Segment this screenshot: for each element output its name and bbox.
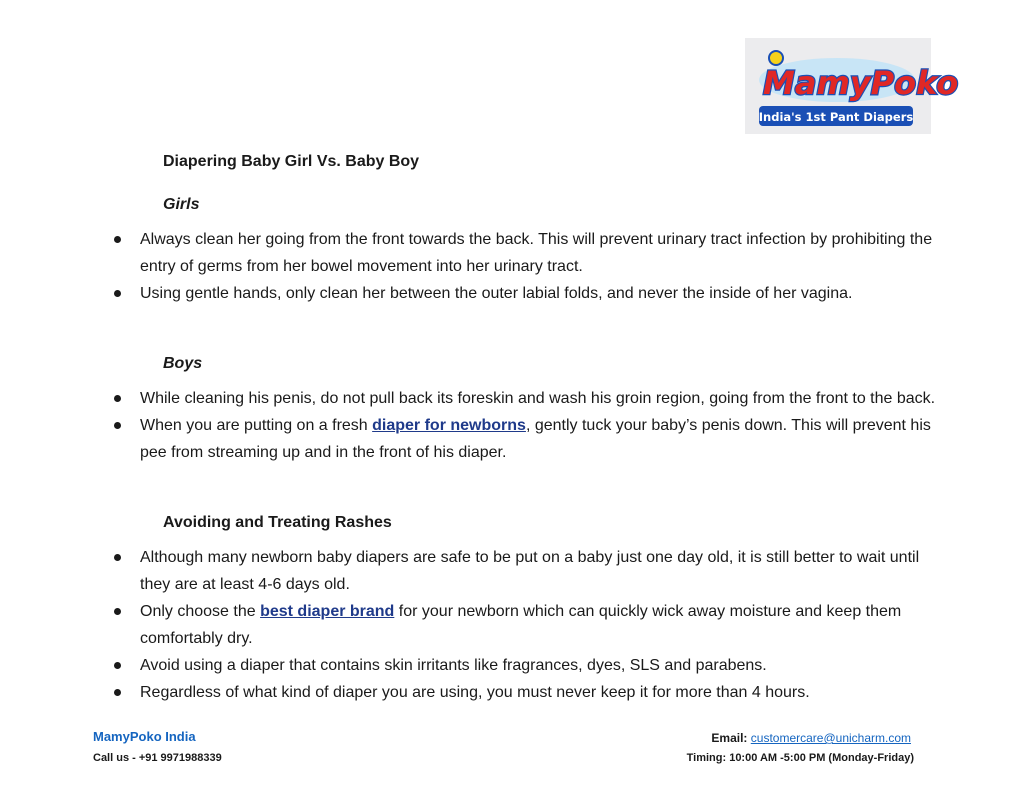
list-item xyxy=(113,679,943,706)
list-item xyxy=(113,598,943,652)
footer-email-link[interactable]: customercare@unicharm.com xyxy=(750,731,911,745)
bullet-icon xyxy=(114,662,121,669)
list-item-text-before: When you are putting on a fresh xyxy=(140,417,373,434)
list-item-text: Regardless of what kind of diaper you are using, you must never keep it for more than 4 hours. xyxy=(140,684,810,701)
logo-wordmark: MamyPoko xyxy=(763,64,959,102)
list-item-text: Avoid using a diaper that contains skin irritants like fragrances, dyes, SLS and parabens. xyxy=(140,657,767,674)
bullet-icon xyxy=(114,608,121,615)
page-title: Diapering Baby Girl Vs. Baby Boy xyxy=(163,153,420,170)
list-item xyxy=(113,652,943,679)
list-item-text: Using gentle hands, only clean her between the outer labial folds, and never the inside of her vagina. xyxy=(140,285,853,302)
rashes-list xyxy=(113,544,943,706)
section-heading-boys: Boys xyxy=(163,355,203,372)
footer-timing: Timing: 10:00 AM -5:00 PM (Monday-Friday) xyxy=(686,752,914,764)
bullet-icon xyxy=(114,554,121,561)
list-item xyxy=(113,226,943,280)
list-item-text-after: , gently tuck your baby’s penis down. This will prevent his pee from streaming up and in the front of his diaper. xyxy=(140,417,931,461)
logo-graphic xyxy=(745,38,959,134)
bullet-icon xyxy=(114,422,121,429)
best-diaper-brand-link[interactable]: best diaper brand xyxy=(260,603,395,620)
footer-email xyxy=(711,731,911,745)
bullet-icon xyxy=(114,290,121,297)
list-item xyxy=(113,412,943,466)
list-item xyxy=(113,280,943,307)
footer-brand: MamyPoko India xyxy=(93,729,196,744)
list-item-text-after: for your newborn which can quickly wick away moisture and keep them comfortably dry. xyxy=(140,603,902,647)
list-item xyxy=(113,544,943,598)
bullet-icon xyxy=(114,236,121,243)
list-item xyxy=(113,385,943,412)
logo-tagline: India's 1st Pant Diapers xyxy=(758,110,914,124)
diaper-for-newborns-link[interactable]: diaper for newborns xyxy=(372,417,526,434)
bullet-icon xyxy=(114,689,121,696)
mamypoko-logo xyxy=(745,38,959,134)
section-heading-rashes: Avoiding and Treating Rashes xyxy=(163,514,392,531)
list-item-text: Although many newborn baby diapers are safe to be put on a baby just one day old, it is still better to wait until they are at least 4-6 days old. xyxy=(140,549,920,593)
bullet-icon xyxy=(114,395,121,402)
section-heading-girls: Girls xyxy=(163,196,200,213)
footer-phone: Call us - +91 9971988339 xyxy=(93,752,222,764)
list-item-text: Always clean her going from the front towards the back. This will prevent urinary tract infection by prohibiting the entry of germs from her bowel movement into her urinary tract. xyxy=(140,231,933,275)
boys-list xyxy=(113,385,943,466)
footer-email-label: Email: xyxy=(711,731,748,745)
list-item-text: While cleaning his penis, do not pull back its foreskin and wash his groin region, going from the front to the back. xyxy=(140,390,936,407)
list-item-text-before: Only choose the xyxy=(140,603,261,620)
girls-list xyxy=(113,226,943,307)
